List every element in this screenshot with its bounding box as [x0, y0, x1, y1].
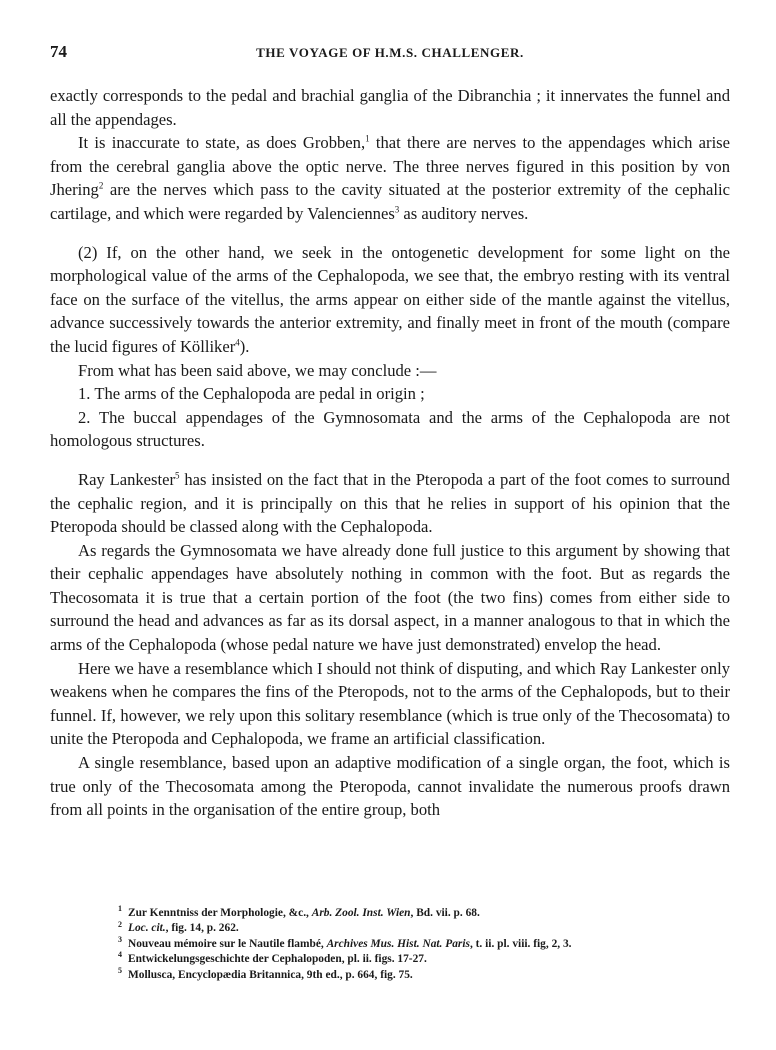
- paragraph-8: A single resemblance, based upon an adaptive modification of a single organ, the foot, which is true only of the Thecosomata among the Pteropoda, cannot invalidate the numerous proofs drawn from all points in the organisation of the entire group, both: [50, 753, 730, 820]
- running-title: THE VOYAGE OF H.M.S. CHALLENGER.: [256, 45, 524, 60]
- footnote-ref-4: 4: [235, 337, 240, 348]
- footnote-text: Zur Kenntniss der Morphologie, &c.,: [128, 907, 312, 919]
- page-number: 74: [50, 42, 67, 61]
- paragraph-1: exactly corresponds to the pedal and brachial ganglia of the Dibranchia ; it innervates the funnel and all the appendages.: [50, 86, 730, 129]
- text-run: Ray Lankester: [78, 469, 175, 489]
- footnote-ref-2: 2: [98, 180, 104, 191]
- page-header: [50, 42, 730, 66]
- text-run: (2) If, on the other hand, we seek in the ontogenetic development for some light on the morphological value of the arms of the Cephalopoda, we see that, the embryo resting with its ventral face on the surface of the vitellus, the arms appear on either side of the mantle against the vitellus, advance successively towards the anterior extremity, and finally meet in front of the mouth (compare the lucid figures of Kölliker: [50, 242, 730, 356]
- paragraph-4: From what has been said above, we may conclude :—: [78, 360, 437, 380]
- list-text: The arms of the Cephalopoda are pedal in origin ;: [94, 384, 425, 404]
- list-item-1: [50, 382, 730, 406]
- text-run: that there are nerves to the appendages which arise from the cerebral ganglia above the optic nerve. The three nerves figured in this position by von Jhering: [50, 133, 731, 200]
- list-number: 1.: [78, 384, 91, 404]
- footnote-ref-5: 5: [175, 470, 180, 481]
- footnote-ref-1: 1: [365, 133, 370, 144]
- footnote-3: 3 Nouveau mémoire sur le Nautile flambé, Archives Mus. Hist. Nat. Paris, t. ii. pl. viii. fig, 2, 3.: [118, 935, 572, 950]
- footnote-text: Entwickelungsgeschichte der Cephalopoden, pl. ii. figs. 17-27.: [128, 953, 427, 966]
- footnote-italic: Arb. Zool. Inst. Wien: [311, 907, 411, 919]
- paragraph-5: [50, 468, 730, 539]
- footnotes: [118, 906, 718, 983]
- text-run: as auditory nerves.: [399, 203, 529, 223]
- list-item-2: [50, 406, 730, 453]
- text-run: has insisted on the fact that in the Pteropoda a part of the foot comes to surround the cephalic region, and it is principally on this that he relies in support of his opinion that the Pteropoda should be classed along with the Cephalopoda.: [50, 469, 730, 537]
- footnote-text: , fig. 14, p. 262.: [165, 922, 239, 935]
- footnote-5: 5 Mollusca, Encyclopædia Britannica, 9th ed., p. 664, fig. 75.: [118, 965, 413, 981]
- body-text: [50, 84, 730, 822]
- text-run: It is inaccurate to state, as does Grobben,: [78, 133, 366, 153]
- text-run: ).: [239, 336, 250, 356]
- footnote-1: 1 Zur Kenntniss der Morphologie, &c., Arb. Zool. Inst. Wien, Bd. vii. p. 68.: [118, 904, 480, 919]
- paragraph-6: As regards the Gymnosomata we have already done full justice to this argument by showing that their cephalic appendages have absolutely nothing in common with the foot. But as regards the Thecosomata it is true that a certain portion of the foot (the two fins) comes from either side to surround the head and advances as far as its dorsal aspect, in a manner analogous to that in which the arms of the Cephalopoda (whose pedal nature we have just demonstrated) envelop the head.: [50, 540, 730, 655]
- text-run: are the nerves which pass to the cavity situated at the posterior extremity of the cephalic cartilage, and which were regarded by Valenciennes: [50, 180, 730, 223]
- footnote-ref-3: 3: [394, 204, 400, 215]
- paragraph-3: [50, 241, 730, 359]
- paragraph-7: Here we have a resemblance which I should not think of disputing, and which Ray Lankester only weakens when he compares the fins of the Pteropods, not to the arms of the Cephalopods, but to their funnel. If, however, we rely upon this solitary resemblance (which is true only of the Thecosomata) to unite the Pteropoda and Cephalopoda, we frame an artificial classification.: [50, 658, 730, 749]
- footnote-italic: Loc. cit.: [128, 922, 166, 935]
- footnote-text: , Bd. vii. p. 68.: [410, 907, 480, 919]
- footnote-text: Mollusca, Encyclopædia Britannica, 9th ed., p. 664, fig. 75.: [128, 968, 413, 981]
- list-number: 2.: [78, 407, 91, 427]
- footnote-text: , t. ii. pl. viii. fig, 2, 3.: [469, 937, 572, 950]
- footnote-text: Nouveau mémoire sur le Nautile flambé,: [128, 937, 327, 950]
- footnote-4: 4 Entwickelungsgeschichte der Cephalopoden, pl. ii. figs. 17-27.: [118, 950, 427, 966]
- footnote-2: 2 Loc. cit., fig. 14, p. 262.: [118, 919, 239, 935]
- list-text: The buccal appendages of the Gymnosomata and the arms of the Cephalopoda are not homologous structures.: [50, 407, 730, 451]
- footnote-italic: Archives Mus. Hist. Nat. Paris: [326, 937, 470, 950]
- paragraph-2: [50, 131, 730, 225]
